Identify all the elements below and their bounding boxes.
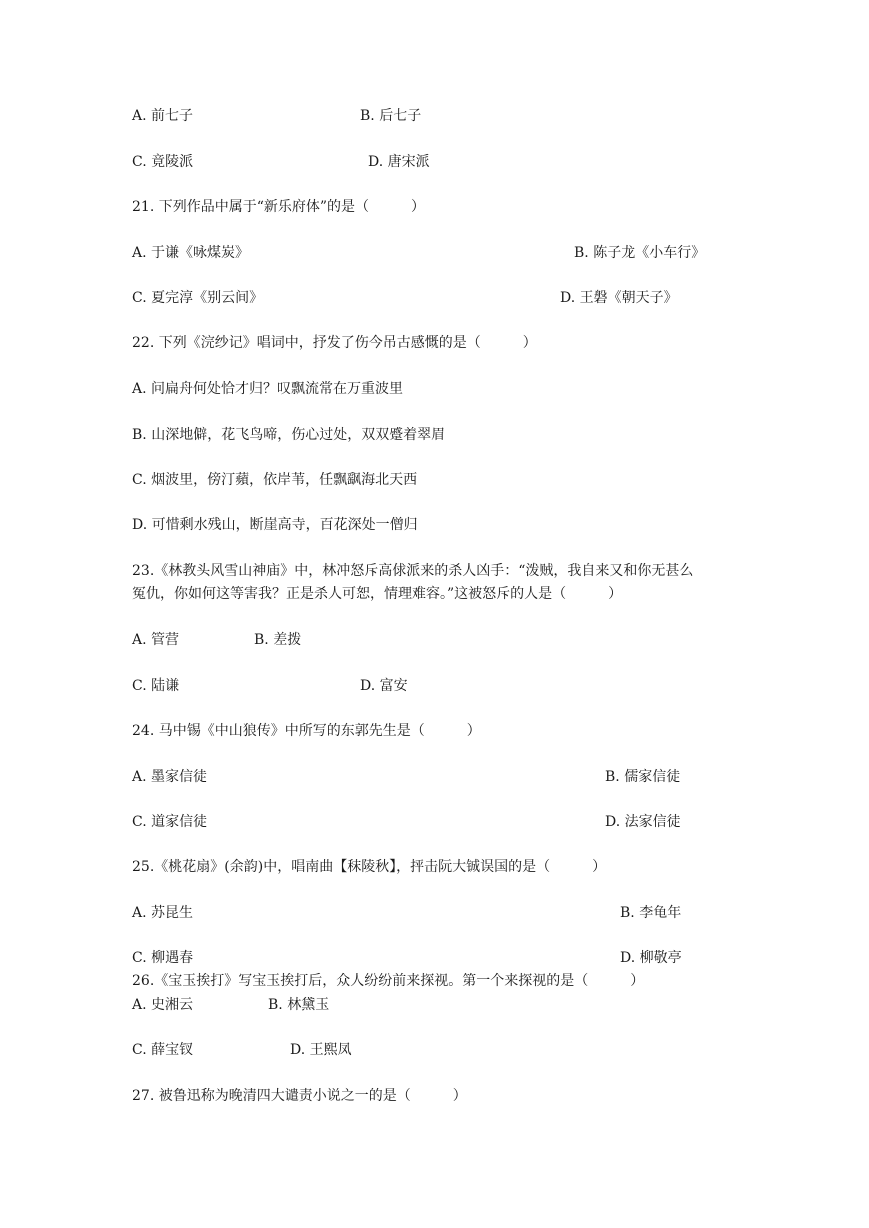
q24-option-b: B. 儒家信徒 <box>605 769 681 785</box>
q20-option-d: D. 唐宋派 <box>368 154 430 170</box>
q26-option-c: C. 薛宝钗 <box>132 1042 194 1058</box>
q23-option-c: C. 陆谦 <box>132 678 180 694</box>
q26-question: 26.《宝玉挨打》写宝玉挨打后，众人纷纷前来探视。第一个来探视的是（ ） <box>132 973 645 989</box>
q25-option-d: D. 柳敬亭 <box>620 950 682 966</box>
q22-option-a: A. 问扁舟何处恰才归？叹飘流常在万重波里 <box>132 381 404 397</box>
q26-option-a: A. 史湘云 <box>132 997 194 1013</box>
q23-option-d: D. 富安 <box>360 678 408 694</box>
q21-option-b: B. 陈子龙《小车行》 <box>574 245 706 261</box>
q24-option-d: D. 法家信徒 <box>605 814 681 830</box>
q24-option-a: A. 墨家信徒 <box>132 769 208 785</box>
q25-option-b: B. 李龟年 <box>620 905 682 921</box>
q21-option-a: A. 于谦《咏煤炭》 <box>132 245 250 261</box>
q20-option-b: B. 后七子 <box>360 108 422 124</box>
q25-option-a: A. 苏昆生 <box>132 905 194 921</box>
q22-question: 22. 下列《浣纱记》唱词中，抒发了伤今吊古感慨的是（ ） <box>132 335 537 351</box>
q22-option-b: B. 山深地僻，花飞鸟啼，伤心过处，双双蹙着翠眉 <box>132 427 446 443</box>
q25-option-c: C. 柳遇春 <box>132 950 194 966</box>
q20-option-a: A. 前七子 <box>132 108 194 124</box>
q20-option-c: C. 竟陵派 <box>132 154 194 170</box>
q24-question: 24. 马中锡《中山狼传》中所写的东郭先生是（ ） <box>132 723 481 739</box>
q23-option-b: B. 差拨 <box>254 632 302 648</box>
q23-question-line-1: 23.《林教头风雪山神庙》中，林冲怒斥高俅派来的杀人凶手：“泼贼，我自来又和你无甚么 <box>132 563 694 579</box>
q25-question: 25.《桃花扇》(余韵)中，唱南曲【秣陵秋】，抨击阮大铖误国的是（ ） <box>132 859 607 875</box>
q23-question-line-2: 冤仇，你如何这等害我？正是杀人可恕，情理难容。”这被怒斥的人是（ ） <box>132 586 623 602</box>
q26-option-d: D. 王熙凤 <box>290 1042 352 1058</box>
q26-option-b: B. 林黛玉 <box>268 997 330 1013</box>
q22-option-d: D. 可惜剩水残山，断崖高寺，百花深处一僧归 <box>132 517 418 533</box>
q23-option-a: A. 管营 <box>132 632 180 648</box>
q21-question: 21. 下列作品中属于“新乐府体”的是（ ） <box>132 199 426 215</box>
q27-question: 27. 被鲁迅称为晚清四大谴责小说之一的是（ ） <box>132 1088 467 1104</box>
q22-option-c: C. 烟波里，傍汀蘋，依岸苇，任飘飖海北天西 <box>132 472 418 488</box>
q21-option-d: D. 王磐《朝天子》 <box>560 290 678 306</box>
q21-option-c: C. 夏完淳《别云间》 <box>132 290 264 306</box>
q24-option-c: C. 道家信徒 <box>132 814 208 830</box>
